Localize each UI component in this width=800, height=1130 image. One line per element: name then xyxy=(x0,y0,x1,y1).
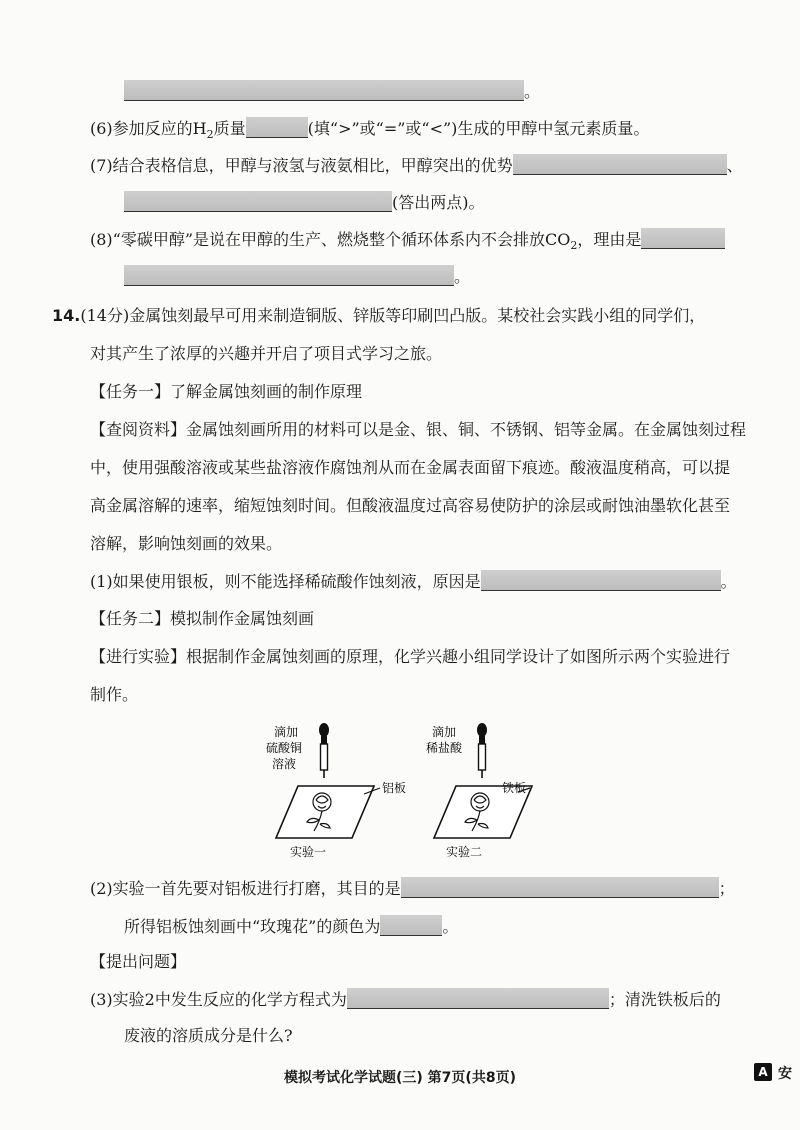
answer-blank[interactable] xyxy=(513,154,727,175)
exp1-label: 实验一 xyxy=(290,845,327,859)
question-8: (8)“零碳甲醇”是说在甲醇的生产、燃烧整个循环体系内不会排放$CO_2$，理由是 xyxy=(90,228,725,257)
answer-line-q5: 。 xyxy=(124,80,540,103)
question-7-cont: (答出两点)。 xyxy=(124,191,485,214)
exp2-label: 实验二 xyxy=(446,845,483,859)
answer-blank[interactable] xyxy=(380,915,442,936)
reference-para-4: 溶解，影响蚀刻画的效果。 xyxy=(90,534,283,553)
question-14-2-cont: 所得铝板蚀刻画中“玫瑰花”的颜色为 。 xyxy=(124,917,459,936)
dropper-icon xyxy=(319,723,329,778)
experiment-para-1: 【进行实验】根据制作金属蚀刻画的原理，化学兴趣小组同学设计了如图所示两个实验进行 xyxy=(90,647,731,666)
answer-blank[interactable] xyxy=(124,265,454,286)
question-6: (6)参加反应的$H_2$质量 (填“>”或“=”或“<”)生成的甲醇中氢元素质量。 xyxy=(90,119,650,142)
exp2-drop-label-2: 稀盐酸 xyxy=(426,741,463,755)
reference-para-1: 【查阅资料】金属蚀刻画所用的材料可以是金、银、铜、不锈钢、铝等金属。在金属蚀刻过程 xyxy=(90,420,747,439)
experiment-2 xyxy=(426,723,532,859)
task-1-heading: 【任务一】了解金属蚀刻画的制作原理 xyxy=(90,382,363,401)
exp2-drop-label-1: 滴加 xyxy=(432,725,457,739)
region-label: 安 xyxy=(778,1066,792,1082)
paper-version-badge: A xyxy=(754,1063,772,1081)
problem-heading: 【提出问题】 xyxy=(90,952,187,971)
exp1-drop-label-3: 溶液 xyxy=(272,757,297,771)
question-14: 14.(14分)金属蚀刻最早可用来制造铜版、锌版等印刷凹凸版。某校社会实践小组的同学们， xyxy=(52,306,706,325)
exp1-drop-label-2: 硫酸铜 xyxy=(266,741,303,755)
answer-blank[interactable] xyxy=(124,191,392,212)
answer-blank[interactable] xyxy=(401,877,719,898)
page-footer: 模拟考试化学试题(三) 第7页(共8页) xyxy=(284,1070,516,1086)
question-14-3-cont: 废液的溶质成分是什么? xyxy=(124,1026,293,1045)
experiment-1 xyxy=(266,723,406,859)
reference-para-2: 中，使用强酸溶液或某些盐溶液作腐蚀剂从而在金属表面留下痕迹。酸液温度稍高，可以提 xyxy=(90,458,731,477)
dropper-icon xyxy=(477,723,487,778)
exp2-plate-label: 铁板 xyxy=(502,781,527,795)
answer-blank[interactable] xyxy=(347,988,609,1009)
reference-para-3: 高金属溶解的速率，缩短蚀刻时间。但酸液温度过高容易使防护的涂层或耐蚀油墨软化甚至 xyxy=(90,496,731,515)
experiment-para-2: 制作。 xyxy=(90,685,139,704)
answer-blank[interactable] xyxy=(481,570,721,591)
answer-blank[interactable] xyxy=(124,80,524,101)
etching-experiment-figure xyxy=(262,722,542,862)
question-7: (7)结合表格信息，甲醇与液氢与液氨相比，甲醇突出的优势 、 xyxy=(90,156,743,175)
exp1-drop-label-1: 滴加 xyxy=(274,725,299,739)
task-2-heading: 【任务二】模拟制作金属蚀刻画 xyxy=(90,609,315,628)
question-8-cont: 。 xyxy=(124,265,470,288)
exp1-plate-label: 铝板 xyxy=(382,781,407,795)
answer-blank[interactable] xyxy=(641,228,725,249)
question-14-cont: 对其产生了浓厚的兴趣并开启了项目式学习之旅。 xyxy=(90,344,443,363)
question-14-2: (2)实验一首先要对铝板进行打磨，其目的是 ； xyxy=(90,879,735,898)
answer-blank[interactable] xyxy=(246,117,308,138)
question-14-3: (3)实验2中发生反应的化学方程式为 ；清洗铁板后的 xyxy=(90,990,721,1009)
question-14-1: (1)如果使用银板，则不能选择稀硫酸作蚀刻液，原因是 。 xyxy=(90,572,737,591)
